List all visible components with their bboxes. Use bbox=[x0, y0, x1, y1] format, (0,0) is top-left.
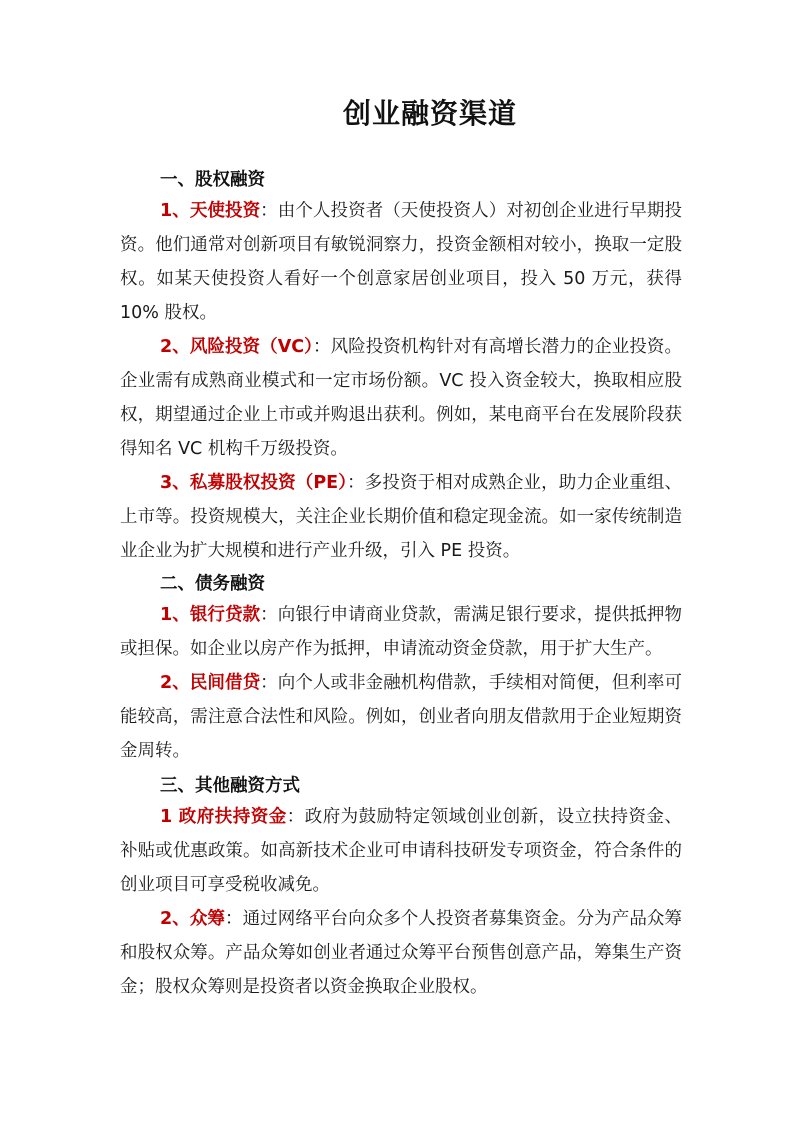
item-separator: ： bbox=[260, 673, 278, 693]
section-heading-other: 三、其他融资方式 bbox=[160, 776, 300, 796]
item-text: 由个人投资者（天使投资人）对初创企业进行早期投资。他们通常对创新项目有敏锐洞察力，投资金额相对较小，换取一定股权。如某天使投资人看好一个创意家居创业项目，投入 50 万元，获得 10% 股权。 bbox=[120, 201, 683, 323]
item-text: 政府为鼓励特定领域创业创新，设立扶持资金、补贴或优惠政策。如高新技术企业可申请科技研发专项资金，符合条件的创业项目可享受税收减免。 bbox=[120, 807, 683, 895]
item-separator: ： bbox=[225, 909, 243, 929]
item-separator: ： bbox=[260, 201, 278, 221]
list-item-private-lending bbox=[120, 666, 682, 768]
item-label: 3、私募股权投资（PE） bbox=[160, 473, 348, 493]
item-text: 风险投资机构针对有高增长潜力的企业投资。企业需有成熟商业模式和一定市场份额。VC 投入资金较大，换取相应股权，期望通过企业上市或并购退出获利。例如，某电商平台在发展阶段获得知名 VC 机构千万级投资。 bbox=[120, 337, 682, 459]
section-heading-debt: 二、债务融资 bbox=[160, 574, 265, 594]
item-label: 2、众筹 bbox=[160, 909, 225, 929]
item-label: 1、银行贷款 bbox=[160, 605, 261, 625]
item-label: 2、风险投资（VC） bbox=[160, 337, 313, 357]
item-text: 向银行申请商业贷款，需满足银行要求，提供抵押物或担保。如企业以房产作为抵押，申请流动资金贷款，用于扩大生产。 bbox=[120, 605, 683, 659]
item-label: 1 政府扶持资金 bbox=[160, 807, 287, 827]
list-item-venture-capital bbox=[120, 330, 682, 466]
item-label: 2、民间借贷 bbox=[160, 673, 261, 693]
item-separator: ： bbox=[260, 605, 278, 625]
list-item-crowdfunding bbox=[120, 902, 682, 1004]
item-separator: ： bbox=[286, 807, 305, 827]
list-item-bank-loan bbox=[120, 598, 682, 666]
item-text: 向个人或非金融机构借款，手续相对简便，但利率可能较高，需注意合法性和风险。例如，创业者向朋友借款用于企业短期资金周转。 bbox=[120, 673, 683, 761]
item-label: 1、天使投资 bbox=[160, 201, 261, 221]
section-heading-equity: 一、股权融资 bbox=[160, 170, 265, 190]
list-item-private-equity bbox=[120, 466, 682, 568]
item-separator: ： bbox=[313, 337, 331, 357]
list-item-angel-investment bbox=[120, 194, 682, 330]
item-text: 通过网络平台向众多个人投资者募集资金。分为产品众筹和股权众筹。产品众筹如创业者通过众筹平台预售创意产品，筹集生产资金；股权众筹则是投资者以资金换取企业股权。 bbox=[120, 909, 683, 997]
item-separator: ： bbox=[347, 473, 365, 493]
page-title: 创业融资渠道 bbox=[342, 97, 517, 130]
item-text: 多投资于相对成熟企业，助力企业重组、上市等。投资规模大，关注企业长期价值和稳定现金流。如一家传统制造业企业为扩大规模和进行产业升级，引入 PE 投资。 bbox=[120, 473, 682, 561]
list-item-government-funds bbox=[120, 800, 682, 902]
